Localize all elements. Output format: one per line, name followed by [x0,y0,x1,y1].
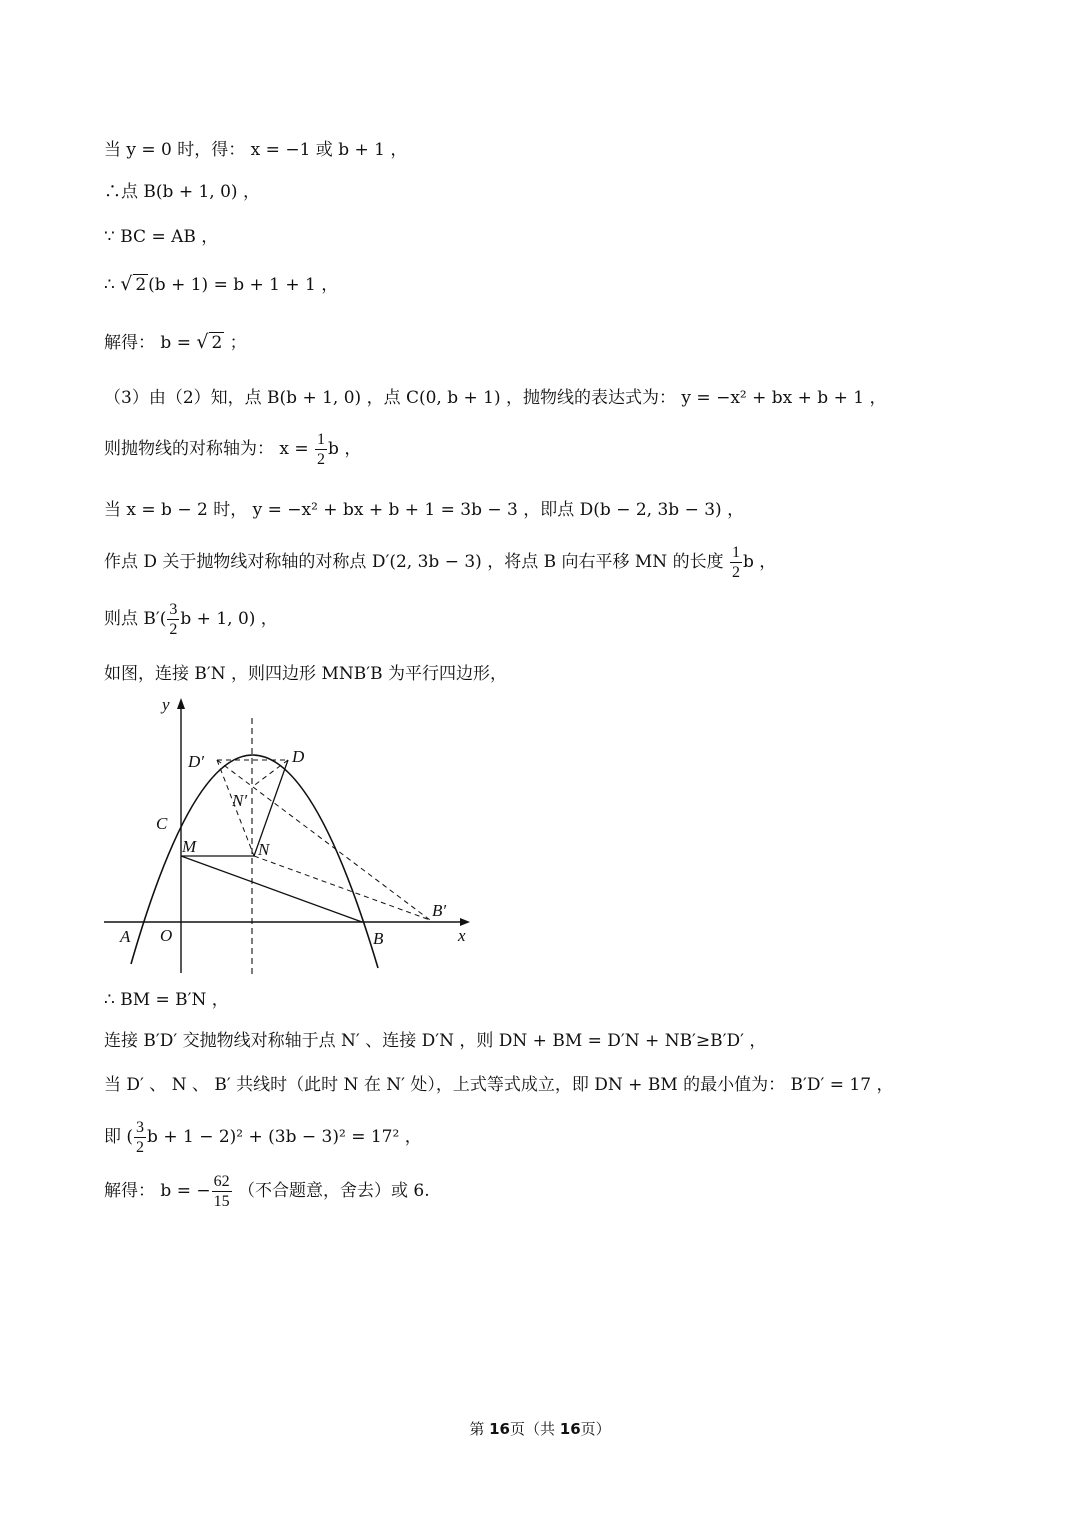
denominator: 2 [731,564,740,581]
label-N-prime: N′ [232,791,248,810]
footer-text: 页（共 [509,1420,560,1438]
text-line-13: 连接 B′D′ 交抛物线对称轴于点 N′ 、连接 D′N ，则 DN + BM = D′N + NB′≥B′D′ ， [104,1031,767,1051]
radicand: 2 [135,275,147,295]
label-N: N [258,840,270,859]
text-segment: ∴ [104,275,121,295]
label-y: y [162,695,170,714]
label-O: O [160,926,173,945]
text-segment: 即 ( [104,1127,134,1147]
numerator: 1 [731,544,740,561]
label-D-prime: D′ [188,752,204,771]
text-line-15 [104,1118,422,1157]
label-M: M [182,837,197,856]
radicand: 2 [211,333,223,353]
denominator: 2 [136,1139,145,1156]
text-line-4 [104,272,338,297]
label-B: B [373,929,384,948]
fraction [167,600,179,639]
label-B-prime: B′ [432,901,447,920]
page-footer [0,1418,1080,1439]
text-segment: b + 1 − 2)² + (3b − 3)² = 17² ， [147,1127,422,1147]
text-segment: b ， [328,439,362,459]
text-segment: 则点 B′( [104,609,167,629]
text-line-7 [104,430,361,469]
numerator: 1 [317,431,326,448]
fraction [212,1172,232,1211]
denominator: 15 [213,1193,230,1210]
text-line-1: 当 y = 0 时，得： x = −1 或 b + 1 ， [104,140,408,160]
text-segment: 解得： b = − [104,1181,211,1201]
text-line-6: （3）由（2）知，点 B(b + 1, 0) ，点 C(0, b + 1) ，抛物线的表达式为： y = −x² + bx + b + 1 ， [104,388,887,408]
label-x: x [458,926,466,945]
segment-MB [181,856,362,922]
text-segment: ； [224,333,247,353]
numerator: 62 [213,1173,230,1190]
text-line-14: 当 D′ 、 N 、 B′ 共线时（此时 N 在 N′ 处），上式等式成立，即 DN + BM 的最小值为： B′D′ = 17 ， [104,1075,894,1095]
text-segment: (b + 1) = b + 1 + 1 ， [148,275,339,295]
text-segment: b + 1, 0) ， [180,609,278,629]
y-axis-arrow-icon [177,698,185,709]
denominator: 2 [317,451,326,468]
text-line-11: 如图，连接 B′N ，则四边形 MNB′B 为平行四边形， [104,664,507,684]
text-line-5 [104,330,247,355]
text-line-9 [104,543,776,582]
text-segment: （不合题意，舍去）或 6. [232,1181,430,1201]
sqrt-icon: √ [196,331,209,353]
page-total: 16 [559,1420,581,1438]
numerator: 3 [169,601,178,618]
label-D: D [292,747,305,766]
fraction [134,1118,146,1157]
text-line-10 [104,600,278,639]
footer-text: 第 [469,1420,490,1438]
text-segment: 则抛物线的对称轴为： x = [104,439,315,459]
segment-DpBp [217,760,430,920]
sqrt-icon: √ [120,273,133,295]
numerator: 3 [136,1119,145,1136]
x-axis-arrow-icon [460,918,470,926]
text-line-2: ∴点 B(b + 1, 0) ， [104,182,260,202]
footer-text: 页） [580,1420,611,1438]
text-line-16 [104,1172,430,1211]
text-line-8: 当 x = b − 2 时， y = −x² + bx + b + 1 = 3b − 3 ，即点 D(b − 2, 3b − 3) ， [104,500,745,520]
fraction [315,430,327,469]
label-A: A [120,927,131,946]
parabola-figure [100,690,480,980]
fraction [730,543,742,582]
text-line-12: ∴ BM = B′N ， [104,990,229,1010]
label-C: C [156,814,168,833]
text-segment: 解得： b = [104,333,197,353]
text-line-3: ∵ BC = AB ， [104,227,219,247]
text-segment: 作点 D 关于抛物线对称轴的对称点 D′(2, 3b − 3) ，将点 B 向右平移 MN 的长度 [104,552,729,572]
denominator: 2 [169,621,178,638]
page-number: 16 [489,1420,510,1438]
text-segment: b ， [742,552,777,572]
